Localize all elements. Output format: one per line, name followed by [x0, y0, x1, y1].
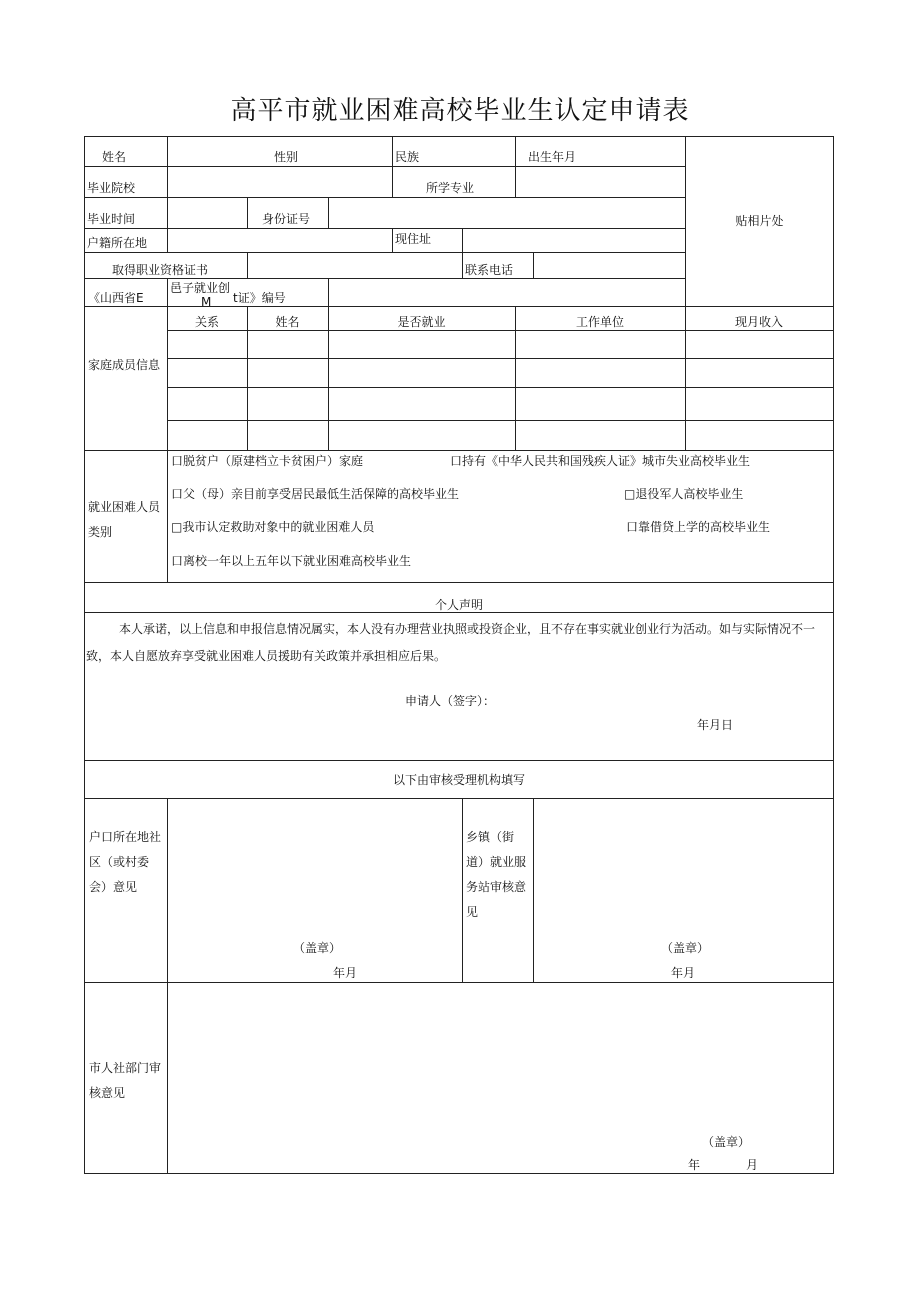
card-number-field[interactable]: [329, 279, 685, 306]
address-field[interactable]: [463, 229, 685, 252]
review-heading: 以下由审核受理机构填写: [392, 773, 525, 787]
family-row[interactable]: [168, 359, 833, 387]
school-label: 毕业院校: [87, 181, 136, 195]
declaration-heading: 个人声明: [434, 598, 483, 612]
card-label-right: t证》编号: [233, 291, 286, 305]
category-option-graduated[interactable]: 口离校一年以上五年以下就业困难高校毕业生: [171, 554, 412, 568]
category-option-loan[interactable]: 口靠借贷上学的高校毕业生: [626, 520, 771, 534]
community-seal: （盖章）: [293, 941, 342, 955]
name-label: 姓名: [102, 150, 127, 164]
major-label: 所学专业: [426, 181, 475, 195]
hukou-label: 户籍所在地: [87, 236, 148, 250]
major-field[interactable]: [516, 167, 685, 197]
city-month: 月: [746, 1158, 759, 1172]
card-label-mid: 邑子就业创: [170, 281, 231, 295]
declaration-text: 本人承诺，以上信息和申报信息情况属实，本人没有办理营业执照或投资企业，且不存在事实就业创业行为活动。如与实际情况不一致，本人自愿放弃享受就业困难人员援助有关政策并承担相应后果。: [86, 622, 816, 663]
birth-field[interactable]: [585, 137, 685, 166]
station-date: 年月: [671, 966, 696, 980]
station-opinion-label: 乡镇（街道）就业服务站审核意见: [466, 830, 527, 919]
card-label-m: M: [201, 295, 212, 309]
city-opinion-label: 市人社部门审核意见: [89, 1061, 162, 1100]
category-option-veteran[interactable]: □退役军人高校毕业生: [624, 487, 744, 501]
community-opinion-label: 户口所在地社区（或村委会）意见: [89, 830, 162, 894]
photo-label: 贴相片处: [735, 214, 784, 228]
grad-time-field[interactable]: [168, 198, 247, 228]
address-label: 现住址: [395, 232, 432, 246]
gender-label: 性别: [274, 150, 299, 164]
page-title: 高平市就业困难高校毕业生认定申请表: [230, 96, 690, 126]
declaration-date: 年月日: [697, 718, 734, 732]
grad-time-label: 毕业时间: [87, 212, 136, 226]
id-number-field[interactable]: [329, 198, 685, 228]
family-col-income: 现月收入: [734, 315, 783, 329]
community-date: 年月: [333, 966, 358, 980]
id-number-label: 身份证号: [262, 212, 311, 226]
cert-label: 取得职业资格证书: [112, 263, 209, 277]
birth-label: 出生年月: [528, 150, 577, 164]
family-col-employed: 是否就业: [397, 315, 446, 329]
category-option-subsistence[interactable]: 口父（母）亲目前享受居民最低生活保障的高校毕业生: [171, 487, 460, 501]
name-field[interactable]: [168, 137, 268, 166]
ethnicity-field[interactable]: [420, 137, 515, 166]
family-row[interactable]: [168, 331, 833, 358]
family-label: 家庭成员信息: [88, 358, 161, 372]
category-option-disability[interactable]: 口持有《中华人民共和国残疾人证》城市失业高校毕业生: [450, 454, 751, 468]
city-year: 年: [688, 1158, 701, 1172]
school-field[interactable]: [168, 167, 392, 197]
phone-label: 联系电话: [465, 263, 514, 277]
category-label: 就业困难人员类别: [88, 500, 161, 539]
family-col-workplace: 工作单位: [575, 315, 624, 329]
category-option-relief[interactable]: □我市认定救助对象中的就业困难人员: [171, 520, 375, 534]
phone-field[interactable]: [534, 253, 685, 278]
cert-field[interactable]: [248, 253, 462, 278]
card-label-left: 《山西省E: [88, 291, 144, 305]
station-seal: （盖章）: [661, 941, 710, 955]
category-option-poverty[interactable]: 口脱贫户（原建档立卡贫困户）家庭: [171, 454, 364, 468]
family-col-relation: 关系: [194, 315, 219, 329]
ethnicity-label: 民族: [395, 150, 420, 164]
hukou-field[interactable]: [168, 229, 392, 252]
gender-field[interactable]: [300, 137, 392, 166]
family-row[interactable]: [168, 421, 833, 450]
signature-label: 申请人（签字）：: [405, 694, 496, 708]
city-seal: （盖章）: [702, 1135, 751, 1149]
family-row[interactable]: [168, 388, 833, 420]
family-col-name: 姓名: [275, 315, 300, 329]
